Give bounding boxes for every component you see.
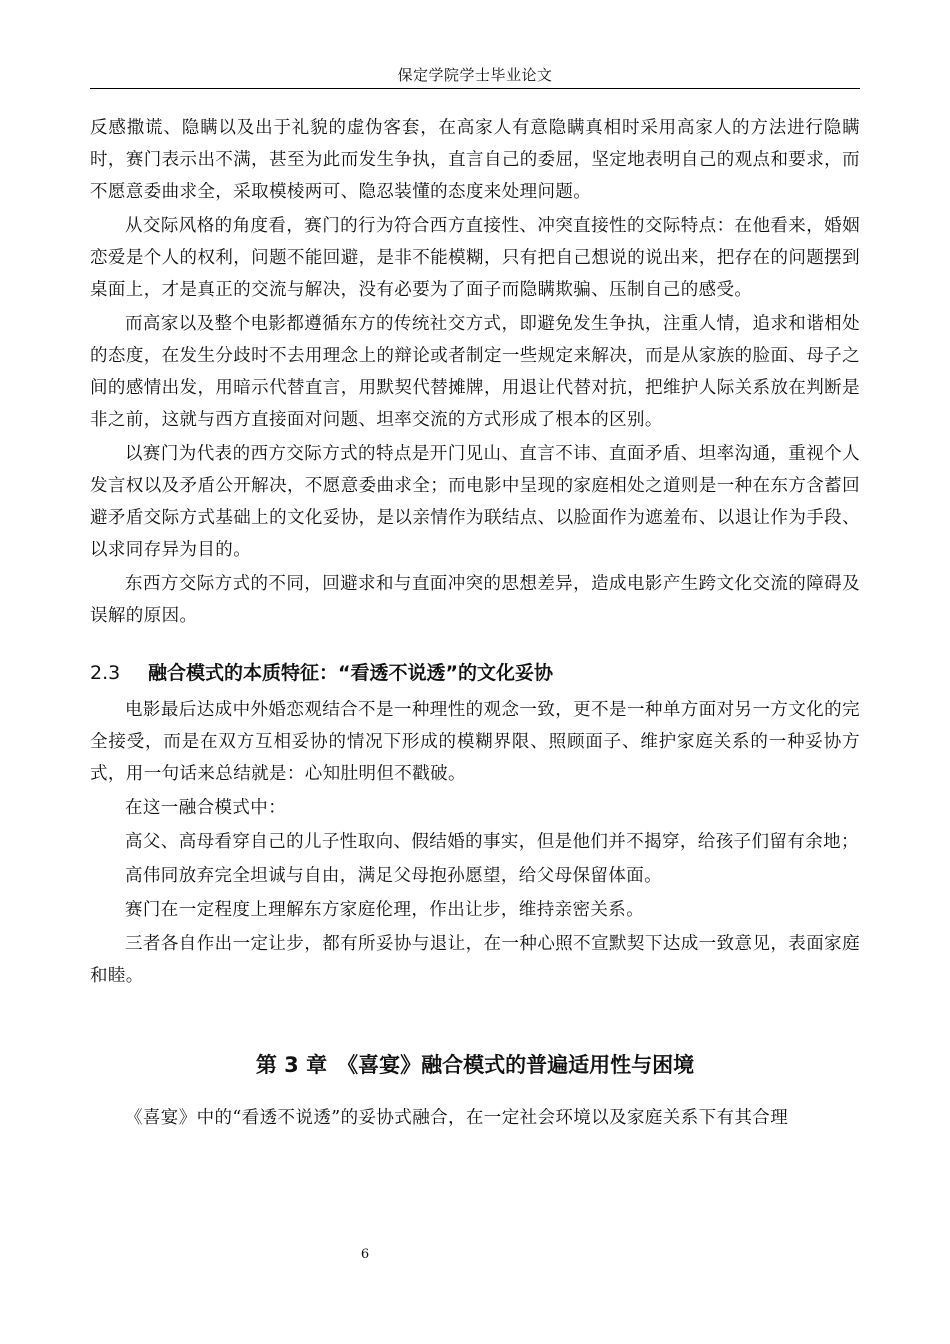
paragraph: 高伟同放弃完全坦诚与自由，满足父母抱孙愿望，给父母保留体面。 (125, 866, 662, 886)
paragraph: 以赛门为代表的西方交际方式的特点是开门见山、直言不讳、直面矛盾、坦率沟通，重视个人发言权以及矛盾公开解决，不愿意委曲求全；而电影中呈现的家庭相处之道则是一种在东方含蓄回避矛盾交际方式基础上的文化妥协，是以亲情作为联结点、以脸面作为遮羞布、以退让作为手段、以求同存异为目的。 (90, 444, 860, 560)
section-heading (90, 658, 860, 688)
chapter-heading (90, 1048, 860, 1082)
paragraph: 三者各自作出一定让步，都有所妥协与退让，在一种心照不宣默契下达成一致意见，表面家庭和睦。 (90, 934, 860, 986)
paragraph: 赛门在一定程度上理解东方家庭伦理，作出让步，维持亲密关系。 (125, 900, 645, 920)
page-header: 保定学院学士毕业论文 (397, 66, 553, 84)
paragraph: 从交际风格的角度看，赛门的行为符合西方直接性、冲突直接性的交际特点：在他看来，婚姻恋爱是个人的权利，问题不能回避，是非不能模糊，只有把自己想说的说出来，把存在的问题摆到桌面上，才是真正的交流与解决，没有必要为了面子而隐瞒欺骗、压制自己的感受。 (90, 216, 860, 300)
page-number: 6 (360, 1247, 370, 1262)
paragraph: 在这一融合模式中： (125, 798, 287, 818)
chapter-title: 《喜宴》融合模式的普遍适用性与困境 (337, 1053, 695, 1077)
paragraph: 东西方交际方式的不同，回避求和与直面冲突的思想差异，造成电影产生跨文化交流的障碍及误解的原因。 (90, 574, 860, 626)
header-rule (90, 88, 860, 89)
chapter-number: 第 3 章 (255, 1053, 328, 1077)
paragraph: 反感撒谎、隐瞒以及出于礼貌的虚伪客套，在高家人有意隐瞒真相时采用高家人的方法进行隐瞒时，赛门表示出不满，甚至为此而发生争执，直言自己的委屈，坚定地表明自己的观点和要求，而不愿意委曲求全，采取模棱两可、隐忍装懂的态度来处理问题。 (90, 118, 860, 202)
section-title: 融合模式的本质特征：“看透不说透”的文化妥协 (148, 662, 553, 684)
body-content (90, 112, 860, 1134)
section-number: 2.3 (90, 662, 121, 684)
paragraph: 电影最后达成中外婚恋观结合不是一种理性的观念一致，更不是一种单方面对另一方文化的完全接受，而是在双方互相妥协的情况下形成的模糊界限、照顾面子、维护家庭关系的一种妥协方式，用一句话来总结就是：心知肚明但不戳破。 (90, 700, 860, 784)
paragraph: 高父、高母看穿自己的儿子性取向、假结婚的事实，但是他们并不揭穿，给孩子们留有余地； (125, 832, 859, 852)
paragraph: 《喜宴》中的“看透不说透”的妥协式融合，在一定社会环境以及家庭关系下有其合理 (125, 1108, 789, 1128)
paragraph: 而高家以及整个电影都遵循东方的传统社交方式，即避免发生争执，注重人情，追求和谐相处的态度，在发生分歧时不去用理念上的辩论或者制定一些规定来解决，而是从家族的脸面、母子之间的感情出发，用暗示代替直言，用默契代替摊牌，用退让代替对抗，把维护人际关系放在判断是非之前，这就与西方直接面对问题、坦率交流的方式形成了根本的区别。 (90, 314, 860, 430)
